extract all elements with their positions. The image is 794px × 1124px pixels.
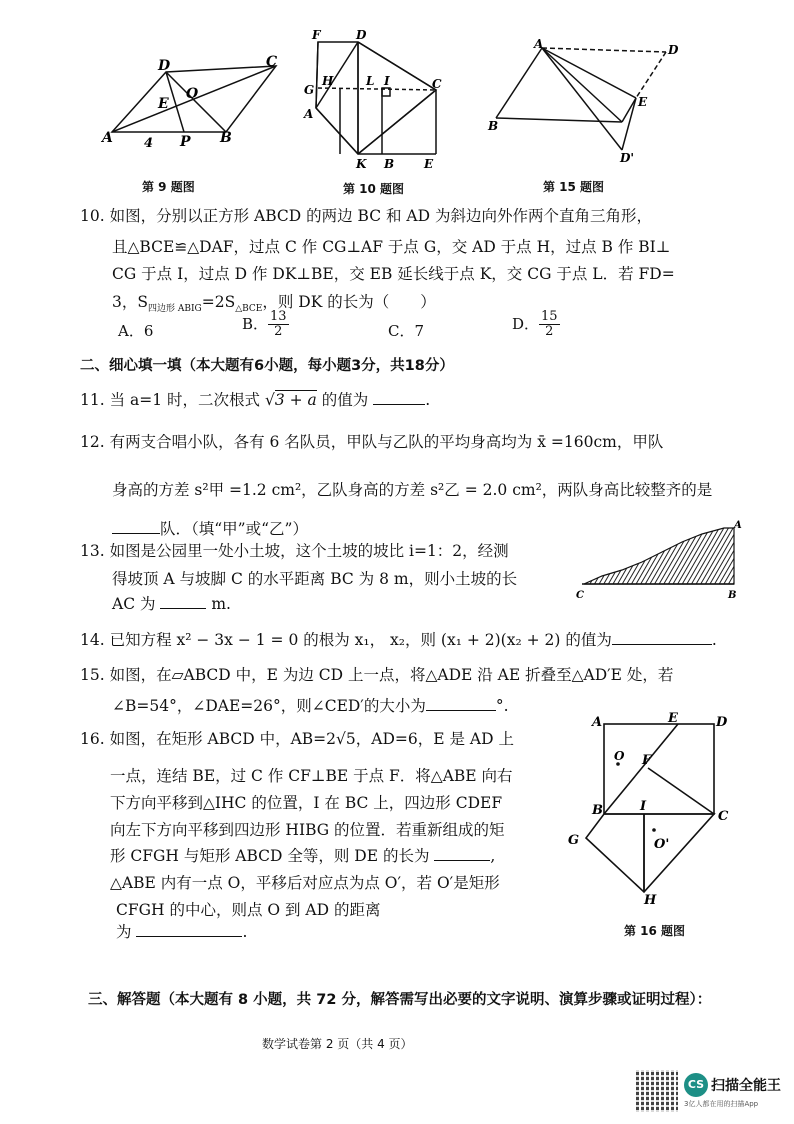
q15-line2 (112, 694, 509, 716)
fig10-label-B: B (384, 157, 395, 170)
q14 (80, 630, 717, 650)
q11-answer-blank[interactable] (373, 390, 425, 405)
q16-line8a: 为 (116, 923, 132, 941)
fig9-label-B: B (220, 130, 232, 146)
q12-line3-text: 队．（填“甲”或“乙”） (160, 520, 308, 538)
q11-a: 11. 当 a=1 时，二次根式 (80, 391, 261, 409)
q10-option-b-num: 13 (270, 309, 287, 324)
q11-c: . (425, 391, 431, 409)
fig15-label-E: E (638, 95, 648, 109)
q13-answer-blank[interactable] (160, 594, 206, 609)
q16-line8 (116, 920, 247, 942)
fig16-label-F: F (642, 753, 652, 768)
fig15-label-D: D (668, 43, 679, 57)
q12-answer-blank[interactable] (112, 519, 160, 534)
q10-line1: 10. 如图，分别以正方形 ABCD 的两边 BC 和 AD 为斜边向外作两个直角三角形， (80, 207, 652, 225)
q15-answer-blank[interactable] (426, 696, 496, 711)
q15-line2a: ∠B=54°，∠DAE=26°，则∠CED′的大小为 (112, 697, 426, 715)
fig16-label-D: D (716, 715, 728, 730)
figure-16 (562, 712, 748, 904)
fig10-label-A: A (304, 107, 314, 121)
q10-line4-c: ，则 DK 的长为（ ） (262, 293, 436, 311)
fig16-label-G: G (568, 833, 580, 848)
q16-line6: △ABE 内有一点 O，平移后对应点为点 O′，若 O′是矩形 (110, 874, 500, 892)
q10-line3: CG 于点 I，过点 D 作 DK⊥BE，交 EB 延长线于点 K，交 CG 于点 L．若 FD= (112, 265, 675, 283)
q13-line2: 得坡顶 A 与坡脚 C 的水平距离 BC 为 8 m，则小土坡的长 (112, 570, 518, 588)
q11 (80, 390, 430, 410)
q12-line1: 12. 有两支合唱小队，各有 6 名队员，甲队与乙队的平均身高均为 x̄ =160cm，甲队 (80, 433, 664, 451)
figure-16-caption: 第 16 题图 (624, 924, 686, 938)
page-footer: 数学试卷第 2 页（共 4 页） (262, 1037, 413, 1051)
q14-end: . (711, 631, 717, 649)
q11-b: 的值为 (321, 391, 369, 409)
fig9-label-4: 4 (144, 136, 154, 150)
camscanner-tagline: 3亿人都在用的扫描App (684, 1100, 759, 1108)
q16-line7: CFGH 的中心，则点 O 到 AD 的距离 (116, 901, 381, 919)
q14-answer-blank[interactable] (612, 630, 712, 645)
fig16-label-B: B (592, 803, 603, 818)
fig9-label-A: A (102, 130, 113, 146)
section-3-heading: 三、解答题（本大题有 8 小题，共 72 分，解答需写出必要的文字说明、演算步骤或证明过程）： (88, 992, 712, 1008)
q10-option-d-label: D． (512, 314, 540, 333)
q10-option-b-den: 2 (274, 324, 283, 340)
q10-sub-bce: △BCE (235, 304, 263, 315)
q10-line4-b: =2S (201, 293, 236, 311)
q10-option-d-den: 2 (545, 324, 554, 340)
figure-9-caption: 第 9 题图 (142, 180, 195, 194)
q12-line2: 身高的方差 s²甲 =1.2 cm²，乙队身高的方差 s²乙 = 2.0 cm²，两队身高比较整齐的是 (112, 481, 713, 499)
qr-code-overlay (636, 1070, 678, 1112)
fig13-label-A: A (734, 520, 742, 531)
fig16-label-C: C (718, 809, 729, 824)
q16-answer-blank-1[interactable] (434, 846, 490, 861)
fig9-label-D: D (158, 58, 171, 74)
fig16-label-A: A (592, 715, 603, 730)
camscanner-brand-name: 扫描全能王 (711, 1078, 781, 1094)
q13-line1: 13. 如图是公园里一处小土坡，这个土坡的坡比 i=1：2，经测 (80, 542, 509, 560)
fig15-label-B: B (488, 119, 499, 133)
q16-line5a: 形 CFGH 与矩形 ABCD 全等，则 DE 的长为 (110, 847, 430, 865)
fig15-label-Dp: D' (620, 151, 635, 165)
q16-line5 (110, 844, 495, 866)
q16-answer-blank-2[interactable] (136, 922, 242, 937)
q15-line2b: °. (495, 697, 509, 715)
q16-line2: 一点，连结 BE，过 C 作 CF⊥BE 于点 F．将△ABE 向右 (110, 767, 513, 785)
q14-text: 14. 已知方程 x² − 3x − 1 = 0 的根为 x₁， x₂，则 (x₁ + 2)(x₂ + 2) 的值为 (80, 631, 612, 649)
fig9-label-O: O (186, 86, 199, 102)
fig10-label-E: E (424, 157, 434, 170)
q16-line1: 16. 如图，在矩形 ABCD 中，AB=2√5，AD=6，E 是 AD 上 (80, 730, 514, 748)
q12-line3 (112, 517, 308, 539)
figure-9 (100, 50, 290, 150)
q11-sqrt: √3 + a (264, 391, 317, 409)
figure-15 (486, 38, 696, 170)
fig10-label-H: H (322, 74, 334, 88)
q16-line4: 向左下方向平移到四边形 HIBG 的位置．若重新组成的矩 (110, 821, 505, 839)
q10-option-c[interactable]: C．7 (388, 322, 425, 340)
q10-line2: 且△BCE≌△DAF，过点 C 作 CG⊥AF 于点 G，交 AD 于点 H，过点 B 作 BI⊥ (112, 238, 671, 256)
q16-line5b: , (490, 847, 496, 865)
q10-option-b-fraction (268, 310, 289, 340)
q16-line8b: . (242, 923, 248, 941)
fig16-label-I: I (640, 799, 647, 814)
q10-option-b[interactable] (242, 310, 289, 340)
fig13-label-B: B (728, 590, 737, 600)
figure-13-slope (572, 518, 744, 600)
figure-10 (300, 28, 450, 170)
fig10-label-I: I (384, 74, 390, 88)
fig10-label-D: D (356, 28, 367, 42)
fig16-label-E: E (668, 712, 678, 726)
figure-10-caption: 第 10 题图 (343, 182, 405, 196)
fig9-label-P: P (180, 134, 191, 150)
q10-sub-abig: 四边形 ABIG (147, 304, 202, 315)
fig10-label-F: F (312, 28, 321, 42)
q10-option-d-fraction (539, 310, 560, 340)
q10-option-d-num: 15 (541, 309, 558, 324)
figure-15-caption: 第 15 题图 (543, 180, 605, 194)
fig10-label-L: L (366, 74, 375, 88)
q16-line3: 下方向平移到△IHC 的位置，I 在 BC 上，四边形 CDEF (110, 794, 503, 812)
q11-radicand: 3 + a (274, 391, 317, 409)
fig16-label-H: H (644, 893, 657, 904)
camscanner-logo-icon: CS (684, 1073, 708, 1097)
fig9-label-E: E (158, 96, 169, 112)
fig13-label-C: C (576, 590, 584, 600)
q13-line3b: m. (211, 595, 231, 613)
fig10-label-G: G (304, 83, 315, 97)
q10-option-d[interactable] (512, 310, 560, 340)
q13-line3 (112, 592, 231, 614)
fig10-label-K: K (356, 157, 367, 170)
q10-line4-a: 3，S (112, 293, 148, 311)
fig9-label-C: C (266, 54, 278, 70)
q10-option-a[interactable]: A．6 (118, 322, 154, 340)
q13-line3a: AC 为 (112, 595, 156, 613)
q10-option-b-label: B． (242, 314, 269, 333)
section-2-heading: 二、细心填一填（本大题有6小题，每小题3分，共18分） (80, 358, 454, 374)
fig15-label-A: A (534, 38, 544, 51)
fig16-label-O: O (614, 749, 625, 763)
q15-line1: 15. 如图，在▱ABCD 中，E 为边 CD 上一点，将△ADE 沿 AE 折叠至△AD′E 处，若 (80, 666, 674, 684)
fig10-label-C: C (432, 77, 442, 91)
fig16-label-Op: O' (654, 837, 670, 852)
